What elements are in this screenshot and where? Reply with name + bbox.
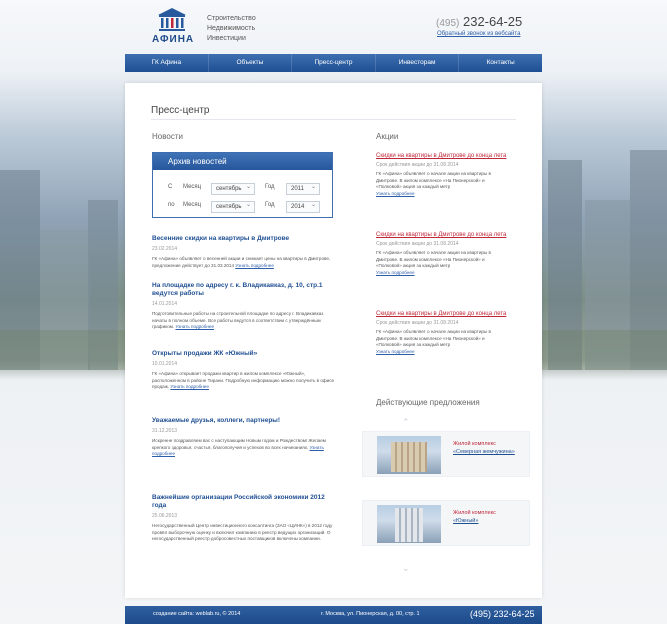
from-label: С: [168, 184, 173, 190]
year-label: Год: [265, 184, 275, 190]
news-text-body: ГК «Афина» открывает продажи квартир в жилом комплексе «Южный», расположенном в районе Тирани. Подробную информацию можно получить в офисе продаж.: [152, 371, 335, 389]
offer-text: [453, 440, 515, 456]
divider: [151, 119, 516, 120]
offer-name-link[interactable]: «Северная жемчужина»: [453, 449, 515, 455]
page-title: Пресс-центр: [151, 105, 210, 116]
news-item: [152, 494, 337, 543]
news-date: 31.12.2013: [152, 428, 178, 434]
offer-card[interactable]: [362, 500, 530, 546]
month-label: Месяц: [183, 202, 202, 208]
offer-text: [453, 509, 496, 525]
news-item: [152, 417, 337, 458]
news-text-body: Подготовительные работы на строительной площадке по адресу г. Владикавказ начаты в полном объеме. Все работы ведутся в соответствии с утверждённым графиком.: [152, 311, 324, 329]
offers-heading: Действующие предложения: [376, 398, 480, 407]
from-month-select[interactable]: сентябрь ⌄: [211, 183, 255, 195]
news-item: [152, 235, 337, 269]
news-text: [152, 523, 337, 543]
promo-item: [376, 152, 511, 196]
building-image: [377, 505, 441, 543]
news-date: 14.01.2014: [152, 301, 178, 307]
promo-title-link[interactable]: Скидки на квартиры в Дмитрове до конца лета: [376, 153, 507, 159]
footer-copyright: создание сайта: weblab.ru, © 2014: [153, 611, 241, 617]
promo-item: [376, 231, 511, 275]
news-title-link[interactable]: Открыты продажи ЖК «Южный»: [152, 350, 258, 357]
read-more-link[interactable]: Узнать подробнее: [376, 269, 415, 275]
offer-type: Жилой комплекс: [453, 441, 496, 447]
read-more-link[interactable]: Узнать подробнее: [152, 444, 324, 456]
promo-title-link[interactable]: Скидки на квартиры в Дмитрове до конца лета: [376, 232, 507, 238]
nav-item-objects[interactable]: Объекты: [209, 54, 293, 72]
news-archive-box: [152, 152, 333, 218]
background-greenery: [0, 330, 125, 370]
news-text-body: Искренне поздравляем вас с наступающим Новым годом и Рождеством! Желаем крепкого здоровья, счастья, благополучия и успехов во всех начинаниях.: [152, 438, 326, 450]
promo-text: ГК «Афина» объявляет о начале акции на квартиры в Дмитрове. В жилом комплексе «На Пионерской» и «Полковой» акция за каждый метр: [376, 250, 491, 268]
nav-item-contacts[interactable]: Контакты: [486, 59, 515, 66]
tagline-line: Строительство: [207, 15, 256, 22]
offer-name-link[interactable]: «Южный»: [453, 518, 479, 524]
temple-logo-icon: [156, 7, 188, 33]
read-more-link[interactable]: Узнать подробнее: [175, 324, 215, 329]
chevron-down-icon[interactable]: ⌄: [402, 563, 410, 573]
news-date: 25.06.2013: [152, 513, 178, 519]
logo-text: АФИНА: [152, 34, 195, 45]
news-title-link[interactable]: Весенние скидки на квартиры в Дмитрове: [152, 235, 290, 242]
news-title-link[interactable]: Уважаемые друзья, коллеги, партнеры!: [152, 417, 281, 424]
offer-type: Жилой комплекс: [453, 510, 496, 516]
main-nav: [125, 54, 542, 72]
chevron-up-icon[interactable]: ⌃: [402, 417, 410, 427]
site-header: [0, 0, 667, 54]
promo-date: Срок действия акции до 31.08.2014: [376, 320, 459, 326]
news-text: [152, 256, 337, 269]
site-footer: [125, 606, 542, 624]
news-date: 23.02.2014: [152, 246, 178, 252]
header-phone: [436, 14, 522, 29]
to-month-select[interactable]: сентябрь ⌄: [211, 201, 255, 213]
news-text: [152, 438, 337, 458]
phone-code: (495): [436, 18, 460, 29]
news-text: [152, 311, 337, 331]
news-heading: Новости: [152, 132, 183, 141]
from-year-select[interactable]: 2011 ⌄: [286, 183, 320, 195]
archive-from-row: [153, 183, 334, 197]
read-more-link[interactable]: Узнать подробнее: [376, 190, 415, 196]
news-text: [152, 371, 337, 391]
archive-title: Архив новостей: [153, 153, 332, 170]
footer-phone: (495) 232-64-25: [470, 609, 535, 619]
content-panel: [125, 83, 542, 598]
nav-item-press-center[interactable]: Пресс-центр: [292, 54, 376, 72]
news-text-body: ГК «Афина» объявляет о весенней акции и снижает цены на квартиры в Дмитрове, предложение действует до 31.03.2014: [152, 256, 331, 268]
tagline-line: Недвижимость: [207, 25, 256, 32]
footer-address: г. Москва, ул. Пионерская, д. 00, стр. 1: [321, 611, 420, 617]
promo-title-link[interactable]: Скидки на квартиры в Дмитрове до конца лета: [376, 311, 507, 317]
promos-heading: Акции: [376, 132, 399, 141]
promo-date: Срок действия акции до 31.08.2014: [376, 241, 459, 247]
read-more-link[interactable]: Узнать подробнее: [376, 348, 415, 354]
news-item: [152, 282, 337, 331]
promo-item: [376, 310, 511, 354]
nav-item-investors[interactable]: Инвесторам: [376, 54, 460, 72]
logo[interactable]: [152, 7, 195, 45]
year-label: Год: [265, 202, 275, 208]
promo-text: ГК «Афина» объявляет о начале акции на квартиры в Дмитрове. В жилом комплексе «На Пионерской» и «Полковой» акция за каждый метр: [376, 171, 491, 189]
news-text-body: Негосударственный Центр инвестиционного консалтинга (ЗАО «ЦИНК») в 2012 году провёл выборочную оценку и включил компанию в реестр ведущих организаций. О негосударственный реестр добросовестных поставщиков включены компании.: [152, 523, 333, 541]
offer-card[interactable]: [362, 431, 530, 477]
callback-link[interactable]: Обратный звонок из вебсайта: [437, 31, 521, 37]
read-more-link[interactable]: Узнать подробнее: [235, 262, 274, 268]
news-title-link[interactable]: Важнейшие организации Российской экономики 2012 года: [152, 494, 325, 509]
tagline-line: Инвестиции: [207, 35, 246, 42]
building-image: [377, 436, 441, 474]
read-more-link[interactable]: Узнать подробнее: [170, 384, 209, 389]
archive-to-row: [153, 201, 334, 215]
news-item: [152, 350, 337, 391]
month-label: Месяц: [183, 184, 202, 190]
to-year-select[interactable]: 2014 ⌄: [286, 201, 320, 213]
promo-text: ГК «Афина» объявляет о начале акции на квартиры в Дмитрове. В жилом комплексе «На Пионерской» и «Полковой» акция за каждый метр: [376, 329, 491, 347]
promo-date: Срок действия акции до 31.08.2014: [376, 162, 459, 168]
tagline: [207, 14, 256, 44]
phone-number: 232-64-25: [462, 14, 523, 29]
news-title-link[interactable]: На площадке по адресу г. к. Владикавказ, д. 10, стр.1 ведутся работы: [152, 282, 323, 297]
to-label: по: [168, 202, 175, 208]
background-greenery: [542, 330, 667, 370]
news-date: 10.01.2014: [152, 361, 178, 367]
nav-item-company[interactable]: ГК Афина: [125, 54, 209, 72]
